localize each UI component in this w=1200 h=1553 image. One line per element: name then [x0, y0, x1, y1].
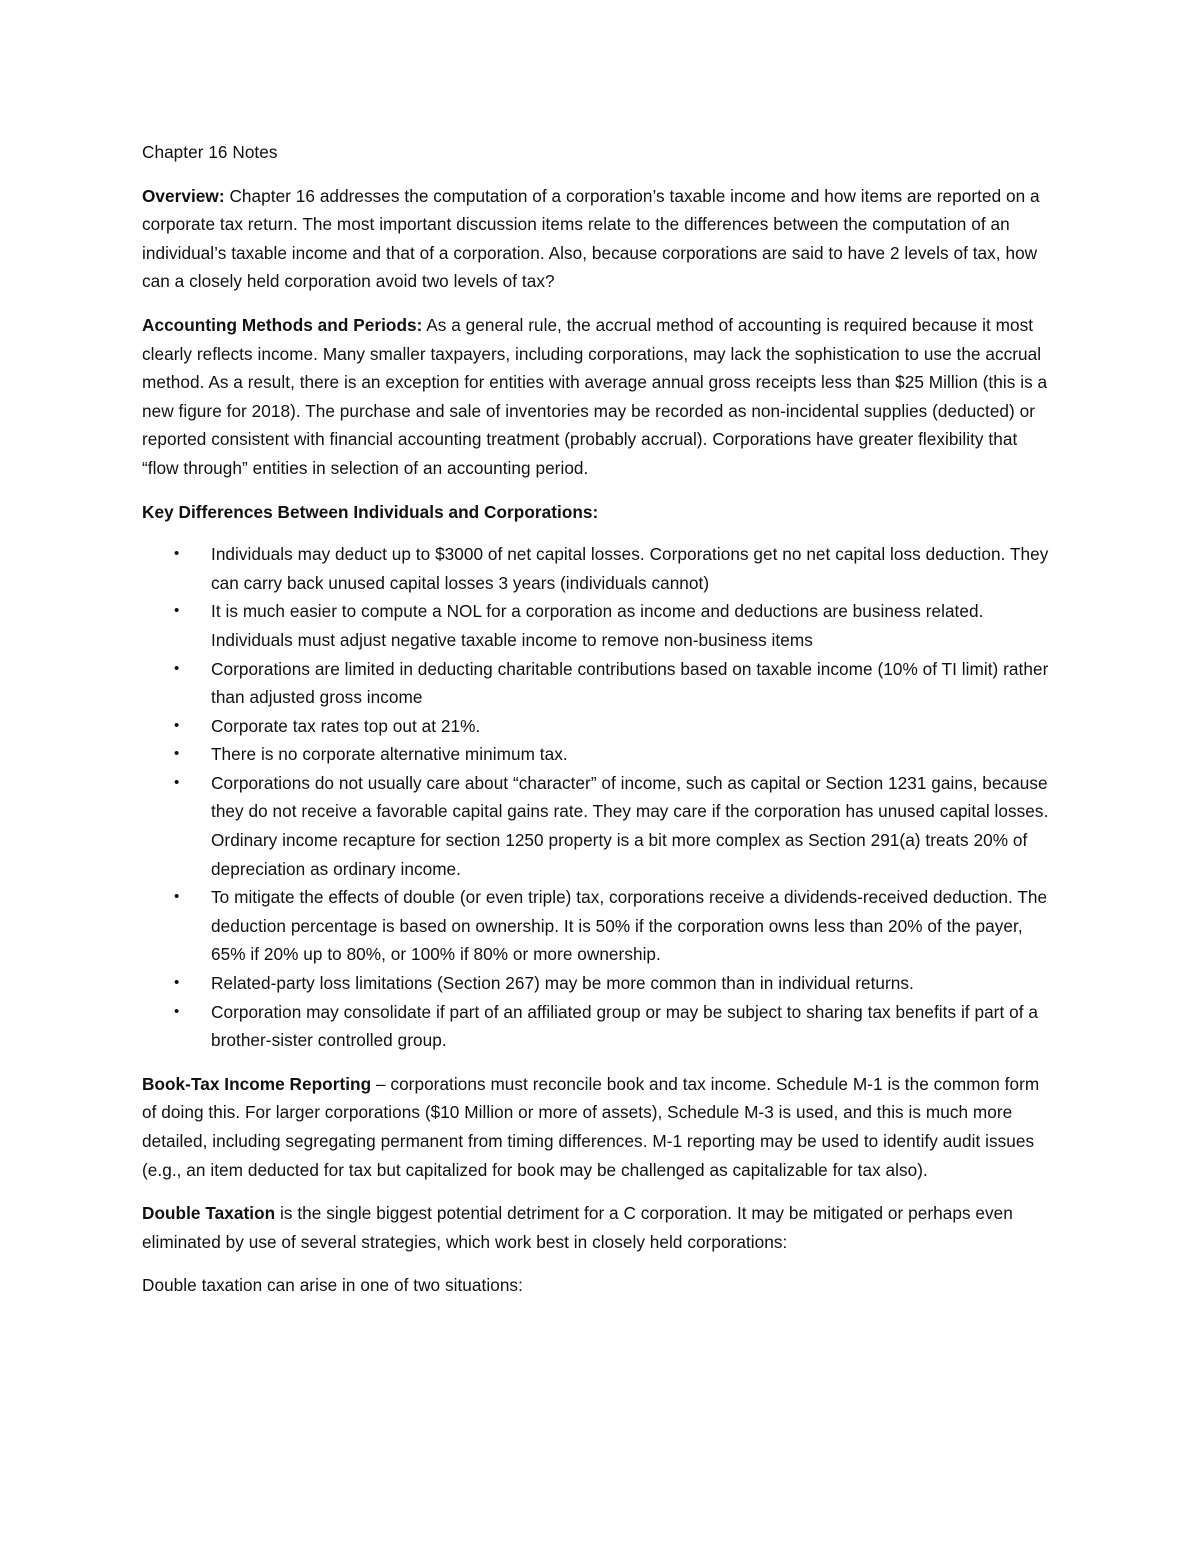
list-item-text: Related-party loss limitations (Section 267) may be more common than in individual returns.	[211, 973, 914, 994]
bullet-icon: •	[174, 602, 180, 620]
list-item	[142, 597, 1057, 654]
key-differences-heading: Key Differences Between Individuals and Corporations:	[142, 501, 599, 522]
key-differences-list	[142, 540, 1057, 1055]
double-taxation-text: is the single biggest potential detriment for a C corporation. It may be mitigated or perhaps even eliminated by use of several strategies, which work best in closely held corporations:	[142, 1203, 1013, 1252]
list-item	[142, 769, 1057, 883]
list-item	[142, 969, 1057, 998]
double-taxation-paragraph	[142, 1199, 1057, 1256]
list-item	[142, 712, 1057, 741]
accounting-heading: Accounting Methods and Periods:	[142, 314, 423, 335]
bullet-icon: •	[174, 716, 180, 734]
bullet-icon: •	[174, 1002, 180, 1020]
overview-text: Chapter 16 addresses the computation of a corporation’s taxable income and how items are reported on a corporate tax return. The most important discussion items relate to the differences between the computation of an individual’s taxable income and that of a corporation. Also, because corporations are said to have 2 levels of tax, how can a closely held corporation avoid two levels of tax?	[142, 185, 1040, 292]
bullet-icon: •	[174, 745, 180, 763]
bullet-icon: •	[174, 773, 180, 791]
bullet-icon: •	[174, 888, 180, 906]
overview-paragraph	[142, 182, 1057, 296]
double-taxation-heading: Double Taxation	[142, 1203, 276, 1224]
bullet-icon: •	[174, 545, 180, 563]
document-title: Chapter 16 Notes	[142, 142, 278, 162]
list-item-text: Corporations are limited in deducting charitable contributions based on taxable income (10% of TI limit) rather than adjusted gross income	[211, 658, 1049, 708]
overview-heading: Overview:	[142, 185, 225, 206]
list-item	[142, 540, 1057, 597]
list-item	[142, 655, 1057, 712]
list-item	[142, 883, 1057, 969]
accounting-text: As a general rule, the accrual method of accounting is required because it most clearly reflects income. Many smaller taxpayers, including corporations, may lack the sophistication to use the accrual method. As a result, there is an exception for entities with average annual gross receipts less than $25 Million (this is a new figure for 2018). The purchase and sale of inventories may be recorded as non-incidental supplies (deducted) or reported consistent with financial accounting treatment (probably accrual). Corporations have greater flexibility that “flow through” entities in selection of an accounting period.	[142, 314, 1048, 478]
document-page	[142, 138, 1057, 1315]
closing-paragraph: Double taxation can arise in one of two situations:	[142, 1275, 523, 1296]
book-tax-paragraph	[142, 1070, 1057, 1184]
list-item-text: Corporation may consolidate if part of an affiliated group or may be subject to sharing tax benefits if part of a brother-sister controlled group.	[211, 1001, 1038, 1051]
accounting-paragraph	[142, 311, 1057, 483]
list-item-text: Corporations do not usually care about “character” of income, such as capital or Section 1231 gains, because they do not receive a favorable capital gains rate. They may care if the corporation has unused capital losses. Ordinary income recapture for section 1250 property is a bit more complex as Section 291(a) treats 20% of depreciation as ordinary income.	[211, 772, 1049, 879]
list-item-text: Corporate tax rates top out at 21%.	[211, 715, 481, 736]
bullet-icon: •	[174, 974, 180, 992]
list-item	[142, 998, 1057, 1055]
list-item	[142, 740, 1057, 769]
list-item-text: It is much easier to compute a NOL for a corporation as income and deductions are business related. Individuals must adjust negative taxable income to remove non-business items	[211, 601, 984, 650]
list-item-text: To mitigate the effects of double (or even triple) tax, corporations receive a dividends-received deduction. The deduction percentage is based on ownership. It is 50% if the corporation owns less than 20% of the payer, 65% if 20% up to 80%, or 100% if 80% or more ownership.	[211, 887, 1048, 965]
book-tax-text: – corporations must reconcile book and tax income. Schedule M-1 is the common form of doing this. For larger corporations ($10 Million or more of assets), Schedule M-3 is used, and this is much more detailed, including segregating permanent from timing differences. M-1 reporting may be used to identify audit issues (e.g., an item deducted for tax but capitalized for book may be challenged as capitalizable for tax also).	[142, 1073, 1040, 1180]
book-tax-heading: Book-Tax Income Reporting	[142, 1073, 372, 1094]
list-item-text: There is no corporate alternative minimum tax.	[211, 744, 568, 765]
bullet-icon: •	[174, 659, 180, 677]
list-item-text: Individuals may deduct up to $3000 of net capital losses. Corporations get no net capital loss deduction. They can carry back unused capital losses 3 years (individuals cannot)	[211, 544, 1049, 593]
